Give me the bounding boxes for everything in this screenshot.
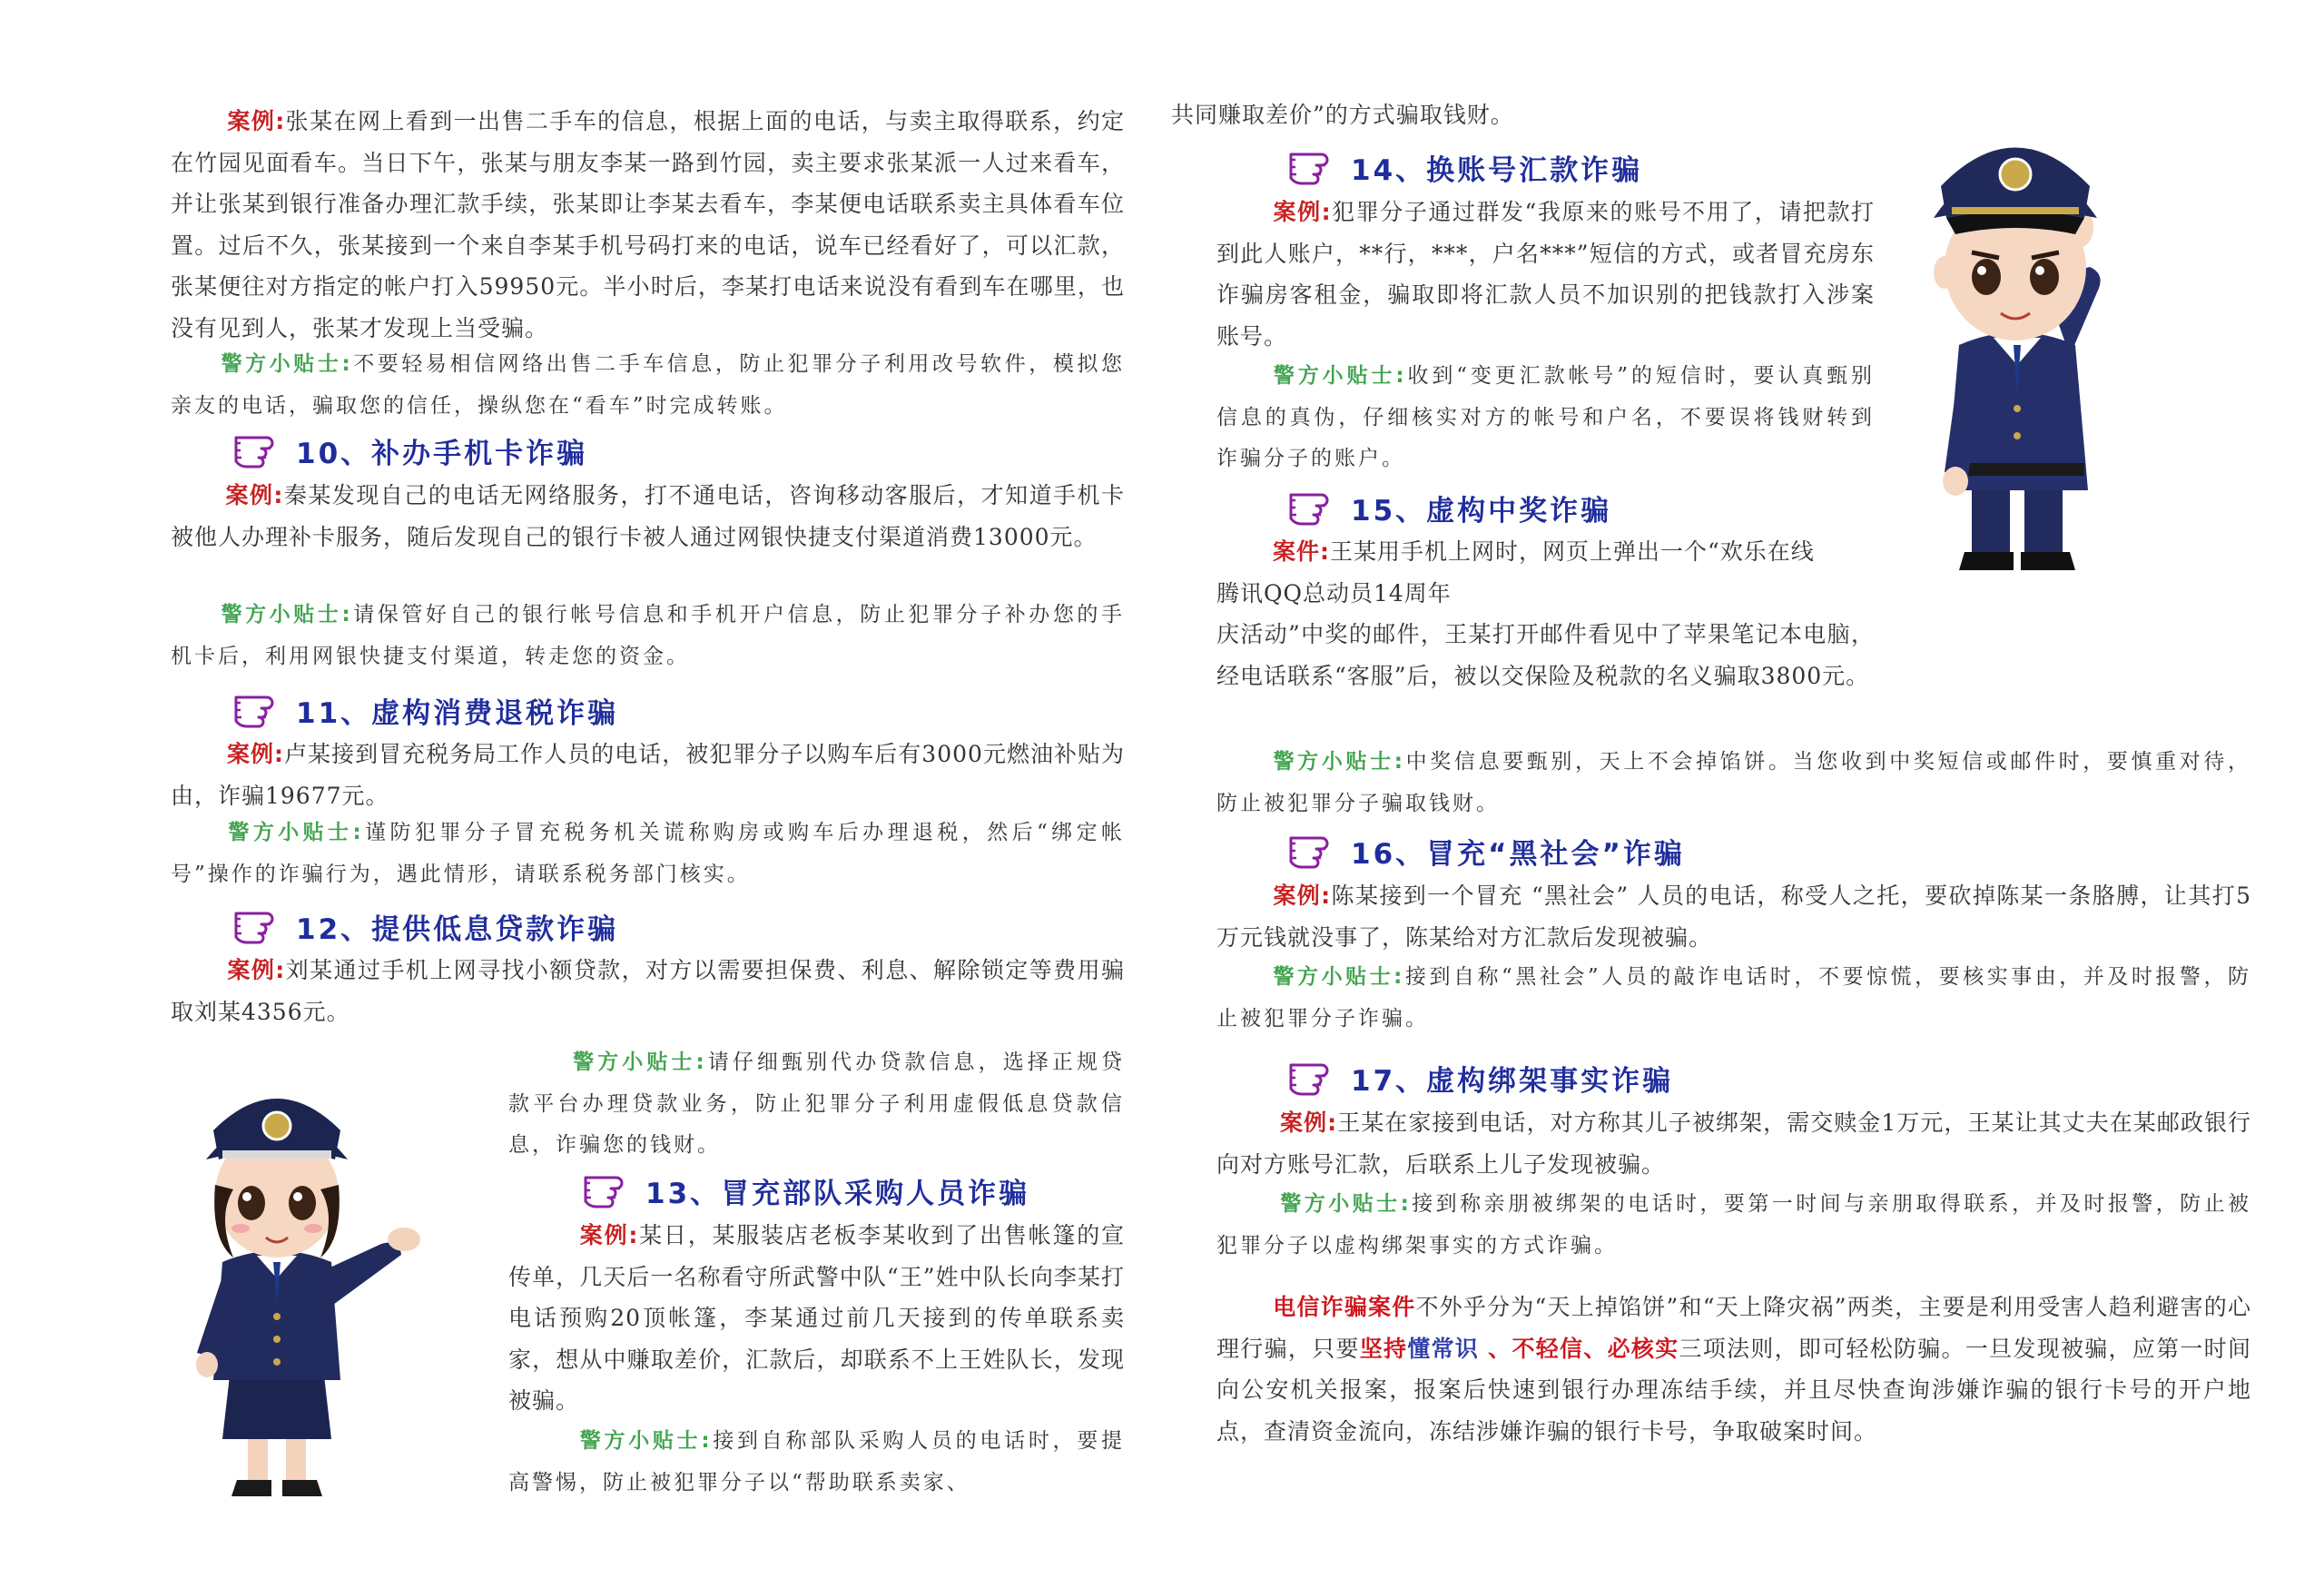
case-label: 案例: <box>227 108 286 134</box>
case-label: 案例: <box>225 482 284 508</box>
tip-label: 警方小贴士: <box>227 821 364 844</box>
section-14-tip <box>1216 356 1875 480</box>
section-12-case <box>171 950 1125 1032</box>
tip-label: 警方小贴士: <box>1273 750 1405 774</box>
section-15-tip <box>1216 742 2251 824</box>
tip-label: 警方小贴士: <box>221 603 353 626</box>
case-label-alt: 案件: <box>1273 538 1330 565</box>
case-label: 案例: <box>227 741 285 767</box>
section-11-tip-text: 谨防犯罪分子冒充税务机关谎称购房或购车后办理退税，然后“绑定帐号”操作的诈骗行为，遇此情形，请联系税务部门核实。 <box>171 821 1125 886</box>
section-13-continuation-text: 共同赚取差价”的方式骗取钱财。 <box>1171 102 1514 128</box>
pointing-hand-icon <box>1282 488 1340 528</box>
section-12-tip-text: 请仔细甄别代办贷款信息，选择正规贷款平台办理贷款业务，防止犯罪分子利用虚假低息贷款信息，诈骗您的钱财。 <box>508 1050 1125 1157</box>
section-10-case <box>171 475 1125 557</box>
pointing-hand-icon <box>227 690 285 730</box>
section-11-title: 11、虚构消费退税诈骗 <box>296 696 619 730</box>
tip-label: 警方小贴士: <box>1273 965 1405 989</box>
pointing-hand-icon <box>227 906 285 946</box>
section-16-tip <box>1216 957 2251 1040</box>
section-12-tip <box>508 1042 1125 1167</box>
summary-lead: 电信诈骗案件 <box>1273 1294 1416 1320</box>
pointing-hand-icon <box>1282 1058 1340 1098</box>
section-16-title: 16、冒充“黑社会”诈骗 <box>1351 837 1685 871</box>
section-17-title: 17、虚构绑架事实诈骗 <box>1351 1064 1674 1098</box>
section-17-case-text: 王某在家接到电话，对方称其儿子被绑架，需交赎金1万元，王某让其丈夫在某邮政银行向对方账号汇款，后联系上儿子发现被骗。 <box>1216 1110 2251 1178</box>
section-11-case-text: 卢某接到冒充税务局工作人员的电话，被犯罪分子以购车后有3000元燃油补贴为由，诈骗19677元。 <box>171 741 1125 809</box>
case-label: 案例: <box>227 957 286 983</box>
section-17-tip-text: 接到称亲朋被绑架的电话时，要第一时间与亲朋取得联系，并及时报警，防止被犯罪分子以虚构绑架事实的方式诈骗。 <box>1216 1192 2252 1258</box>
section-13-tip-text: 接到自称部队采购人员的电话时，要提高警惕，防止被犯罪分子以“帮助联系卖家、 <box>508 1429 1126 1494</box>
pointing-hand-icon <box>576 1170 635 1210</box>
section-10-tip-text: 请保管好自己的银行帐号信息和手机开户信息，防止犯罪分子补办您的手机卡后，利用网银快捷支付渠道，转走您的资金。 <box>171 603 1125 668</box>
policeman-illustration <box>1888 118 2161 590</box>
case9-tip <box>171 344 1125 427</box>
section-13-tip <box>508 1421 1125 1504</box>
section-17-case <box>1216 1102 2251 1185</box>
section-14-title: 14、换账号汇款诈骗 <box>1351 153 1643 187</box>
section-12-heading <box>227 906 618 946</box>
case-label: 案例: <box>1273 199 1332 225</box>
section-14-tip-text: 收到“变更汇款帐号”的短信时，要认真甄别信息的真伪，仔细核实对方的帐号和户名，不要误将钱财转到诈骗分子的账户。 <box>1216 364 1875 470</box>
section-15-tip-text: 中奖信息要甄别，天上不会掉馅饼。当您收到中奖短信或邮件时，要慎重对待，防止被犯罪分子骗取钱财。 <box>1216 750 2252 815</box>
section-16-heading <box>1282 831 1685 871</box>
section-13-heading <box>576 1170 1029 1210</box>
case-label: 案例: <box>1280 1110 1338 1136</box>
case9-paragraph <box>171 101 1125 349</box>
section-14-case <box>1216 192 1875 357</box>
tip-label: 警方小贴士: <box>579 1429 713 1453</box>
section-15-case <box>1216 531 1875 696</box>
case-label: 案例: <box>579 1222 639 1248</box>
section-16-tip-text: 接到自称“黑社会”人员的敲诈电话时，不要惊慌，要核实事由，并及时报警，防止被犯罪分子诈骗。 <box>1216 965 2251 1031</box>
section-16-case-text: 陈某接到一个冒充 “黑社会” 人员的电话，称受人之托，要砍掉陈某一条胳膊，让其打5万元钱就没事了，陈某给对方汇款后发现被骗。 <box>1216 883 2252 951</box>
summary-emphasis-2: 懂常识 <box>1407 1335 1480 1362</box>
policewoman-illustration <box>150 1076 440 1503</box>
section-15-case-rest: 庆活动”中奖的邮件，王某打开邮件看见中了苹果笔记本电脑，经电话联系“客服”后，被以交保险及税款的名义骗取3800元。 <box>1216 621 1875 689</box>
pointing-hand-icon <box>1282 831 1340 871</box>
pointing-hand-icon <box>1282 147 1340 187</box>
tip-label: 警方小贴士: <box>1273 364 1407 388</box>
summary-separator: 、 <box>1479 1335 1512 1362</box>
section-14-heading <box>1282 147 1642 187</box>
summary-emphasis-3: 不轻信、必核实 <box>1512 1335 1679 1362</box>
section-10-title: 10、补办手机卡诈骗 <box>296 437 588 470</box>
section-15-heading <box>1282 488 1611 528</box>
section-17-heading <box>1282 1058 1673 1098</box>
section-17-tip <box>1216 1184 2251 1267</box>
section-13-case <box>508 1215 1125 1422</box>
case9-tip-text: 不要轻易相信网络出售二手车信息，防止犯罪分子利用改号软件，模拟您亲友的电话，骗取您的信任，操纵您在“看车”时完成转账。 <box>171 352 1125 418</box>
section-15-case-line2: 腾讯QQ总动员14周年 <box>1216 579 1452 607</box>
section-13-case-text: 某日，某服装店老板李某收到了出售帐篷的宣传单，几天后一名称看守所武警中队“王”姓中队长向李某打电话预购20顶帐篷，李某通过前几天接到的传单联系卖家，想从中赚取差价，汇款后，却联系不上王姓队长，发现被骗。 <box>508 1222 1125 1414</box>
section-10-tip <box>171 595 1125 677</box>
case-label: 案例: <box>1273 883 1332 909</box>
tip-label: 警方小贴士: <box>221 352 353 376</box>
section-14-case-text: 犯罪分子通过群发“我原来的账号不用了，请把款打到此人账户，**行，***，户名***”短信的方式，或者冒充房东诈骗房客租金，骗取即将汇款人员不加识别的把钱款打入涉案账号。 <box>1216 199 1875 350</box>
section-15-case-line1: 王某用手机上网时，网页上弹出一个“欢乐在线 <box>1330 538 1815 565</box>
section-10-case-text: 秦某发现自己的电话无网络服务，打不通电话，咨询移动客服后，才知道手机卡被他人办理补卡服务，随后发现自己的银行卡被人通过网银快捷支付渠道消费13000元。 <box>171 482 1125 550</box>
tip-label: 警方小贴士: <box>1280 1192 1412 1216</box>
summary-emphasis-1: 坚持 <box>1359 1335 1408 1362</box>
section-11-tip <box>171 813 1125 895</box>
section-11-case <box>171 734 1125 816</box>
pointing-hand-icon <box>227 430 285 470</box>
section-10-heading <box>227 430 587 470</box>
summary-text-1: 不外乎分为“天上掉馅饼”和“天上降灾祸”两类，主要是利用受害人趋利避害的心理行骗，只要 <box>1216 1294 2251 1362</box>
summary-text-2: 三项法则，即可轻松防骗。一旦发现被骗，应第一时间向公安机关报案，报案后快速到银行办理冻结手续，并且尽快查询涉嫌诈骗的银行卡号的开户地点，查清资金流向，冻结涉嫌诈骗的银行卡号，争取破案时间。 <box>1216 1335 2251 1445</box>
section-11-heading <box>227 690 618 730</box>
summary-paragraph <box>1216 1287 2251 1452</box>
tip-label: 警方小贴士: <box>572 1050 707 1074</box>
section-16-case <box>1216 875 2251 958</box>
section-13-title: 13、冒充部队采购人员诈骗 <box>645 1177 1030 1210</box>
section-12-title: 12、提供低息贷款诈骗 <box>296 912 619 946</box>
case9-text: 张某在网上看到一出售二手车的信息，根据上面的电话，与卖主取得联系，约定在竹园见面看车。当日下午，张某与朋友李某一路到竹园，卖主要求张某派一人过来看车，并让张某到银行准备办理汇款手续，张某即让李某去看车，李某便电话联系卖主具体看车位置。过后不久，张某接到一个来自李某手机号码打来的电话，说车已经看好了，可以汇款，张某便往对方指定的帐户打入59950元。半小时后，李某打电话来说没有看到车在哪里，也没有见到人，张某才发现上当受骗。 <box>171 108 1125 341</box>
section-12-case-text: 刘某通过手机上网寻找小额贷款，对方以需要担保费、利息、解除锁定等费用骗取刘某4356元。 <box>171 957 1125 1025</box>
section-15-title: 15、虚构中奖诈骗 <box>1351 494 1612 528</box>
